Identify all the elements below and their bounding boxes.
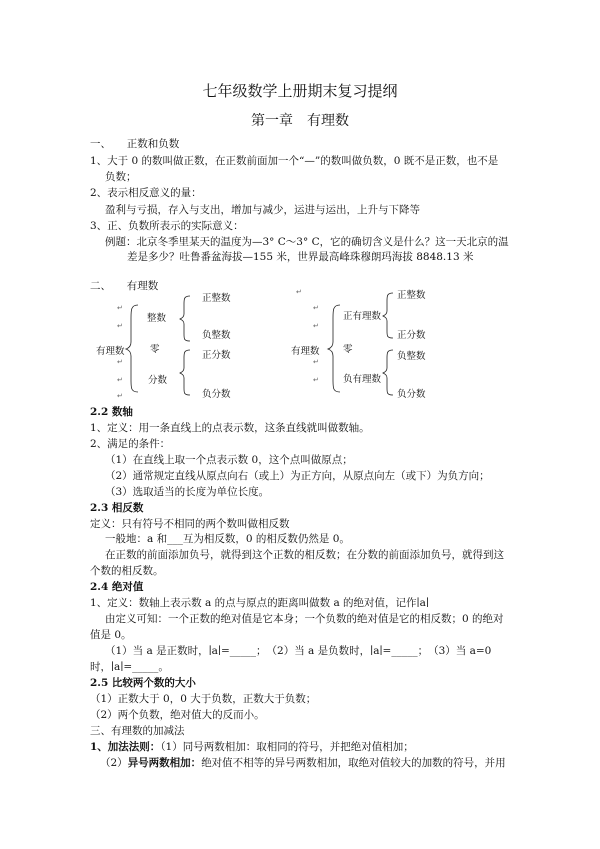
s24-line3: （1）当 a 是正数时，∣a∣=_____； （2）当 a 是负数时，∣a∣=_____； （3）当 a=0 (105, 645, 492, 657)
document-title: 七年级数学上册期末复习提纲 (202, 82, 398, 100)
s1-line3: 3、正、负数所表示的实际意义： (90, 220, 244, 232)
s1-line1b: 负数； (105, 171, 137, 183)
right-tree-zero: 零 (343, 344, 353, 355)
paragraph-mark-icon: ↵ (313, 322, 319, 330)
s3-line2-rest: 绝对值不相等的异号两数相加，取绝对值较大的加数的符号，并用 (201, 757, 506, 769)
s25-line1: （1）正数大于 0，0 大于负数，正数大于负数； (90, 693, 317, 705)
s3-line2-bold: 异号两数相加： (127, 757, 202, 769)
right-tree-pos-frac: 正分数 (397, 330, 426, 341)
right-tree-neg-frac: 负分数 (397, 389, 426, 400)
section1-heading: 一、 正数和负数 (90, 138, 180, 150)
left-tree-pos-frac: 正分数 (202, 350, 231, 361)
right-tree-pos-int: 正整数 (397, 290, 426, 301)
right-tree-pos-rational: 正有理数 (343, 311, 382, 322)
s23-line3: 在正数的前面添加负号，就得到这个正数的相反数；在分数的前面添加负号，就得到这 (105, 549, 504, 561)
s22-line1: 1、定义：用一条直线上的点表示数，这条直线就叫做数轴。 (90, 422, 370, 434)
section2-heading: 二、 有理数 (90, 280, 159, 292)
left-tree-neg-frac: 负分数 (202, 389, 231, 400)
s24-line2b: 值是 0。 (90, 629, 132, 641)
s3-line1-bold: 1、加法法则： (90, 741, 161, 753)
left-tree-fraction: 分数 (148, 375, 168, 386)
s24-line2: 由定义可知：一个正数的绝对值是它本身；一个负数的绝对值是它的相反数；0 的绝对 (105, 613, 504, 625)
right-tree-neg-rational: 负有理数 (343, 374, 382, 385)
s22-line2a: （1）在直线上取一个点表示数 0，这个点叫做原点； (105, 454, 353, 466)
right-tree-neg-int: 负整数 (397, 351, 426, 362)
s23-line1: 定义：只有符号不相同的两个数叫做相反数 (90, 518, 290, 530)
left-tree-integer: 整数 (147, 313, 167, 324)
left-tree-pos-int: 正整数 (202, 293, 231, 304)
s1-line3b: 例题：北京冬季里某天的温度为—3° C～3° C，它的确切含义是什么？这一天北京的温 (105, 236, 509, 248)
s1-line3c: 差是多少？吐鲁番盆海拔—155 米，世界最高峰珠穆朗玛海拔 8848.13 米 (127, 251, 474, 263)
paragraph-mark-icon: ↵ (313, 376, 319, 384)
paragraph-mark-icon: ↵ (313, 358, 319, 366)
s23-line3b: 个数的相反数。 (90, 565, 164, 577)
paragraph-mark-icon: ↵ (117, 358, 123, 366)
paragraph-mark-icon: ↵ (117, 376, 123, 384)
section23-heading: 2.3 相反数 (90, 502, 144, 514)
paragraph-mark-icon: ↵ (313, 304, 319, 312)
s1-line1: 1、大于 0 的数叫做正数，在正数前面加一个“—”的数叫做负数，0 既不是正数，也不是 (90, 155, 499, 167)
s22-line2c: （3）选取适当的长度为单位长度。 (105, 486, 270, 498)
s3-line1-rest: （1）同号两数相加：取相同的符号，并把绝对值相加； (160, 741, 414, 753)
section3-heading: 三、有理数的加减法 (90, 725, 185, 737)
paragraph-mark-icon: ↵ (117, 322, 123, 330)
paragraph-mark-icon: ↵ (296, 288, 302, 296)
right-tree-root: 有理数 (291, 346, 320, 357)
s3-line2 (100, 756, 506, 770)
left-tree-root: 有理数 (96, 346, 125, 357)
s22-line2: 2、满足的条件： (90, 438, 171, 450)
s1-line2: 2、表示相反意义的量： (90, 187, 202, 199)
s1-line2b: 盈利与亏损，存入与支出，增加与减少，运进与运出，上升与下降等 (105, 204, 420, 216)
s22-line2b: （2）通常规定直线从原点向右（或上）为正方向，从原点向左（或下）为负方向； (105, 470, 490, 482)
s24-line1: 1、定义：数轴上表示数 a 的点与原点的距离叫做数 a 的绝对值，记作∣a∣ (90, 597, 429, 609)
s3-line2-pre: （2） (100, 757, 128, 769)
s24-line3b: 时，∣a∣=_____。 (90, 661, 169, 673)
paragraph-mark-icon: ↵ (117, 392, 123, 400)
s23-line2: 一般地：a 和___互为相反数，0 的相反数仍然是 0。 (105, 533, 350, 545)
paragraph-mark-icon: ↵ (117, 304, 123, 312)
section22-heading: 2.2 数轴 (90, 406, 133, 418)
section25-heading: 2.5 比较两个数的大小 (90, 677, 196, 689)
s25-line2: （2）两个负数，绝对值大的反而小。 (90, 709, 265, 721)
section24-heading: 2.4 绝对值 (90, 581, 144, 593)
right-tree-brackets (0, 0, 600, 420)
left-tree-zero: 零 (150, 344, 160, 355)
chapter-title: 第一章 有理数 (251, 113, 349, 129)
s3-line1 (90, 740, 414, 754)
left-tree-neg-int: 负整数 (202, 330, 231, 341)
